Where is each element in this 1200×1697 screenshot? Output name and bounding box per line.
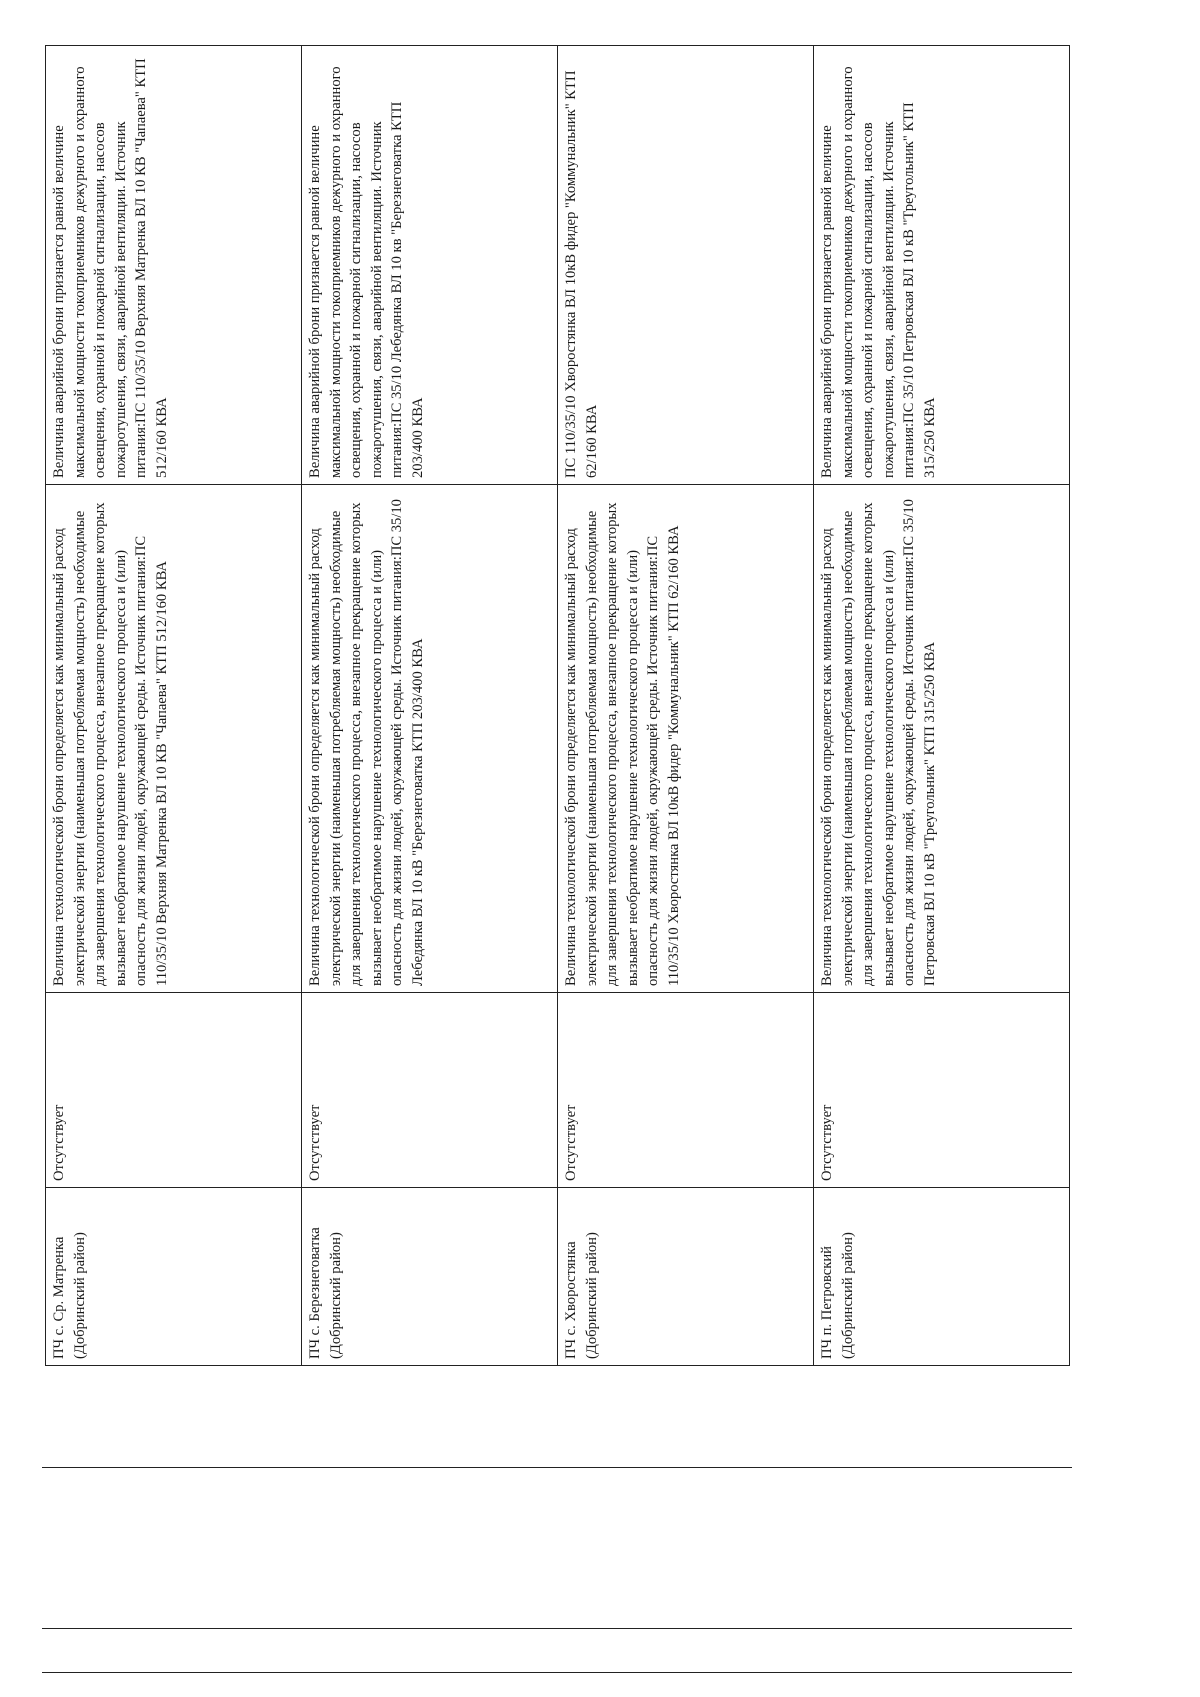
technological-reserve-cell: Величина технологической брони определяется как минимальный расход электрической энергии (наименьшая потребляемая мощность) необходимые для завершения технологического процесса, внезапное прекращение которых вызывает необратимое нарушение технологического процесса и (или) опасность для жизни людей, окружающей среды. Источник питания:ПС 110/35/10 Верхняя Матренка ВЛ 10 КВ "Чапаева" КТП 512/160 КВА	[46, 485, 302, 993]
facility-name-cell: ПЧ с. Березнеговатка (Добринский район)	[302, 1188, 558, 1366]
table-row	[302, 46, 558, 1366]
emergency-reserve-cell: Величина аварийной брони признается равной величине максимальной мощности токоприемников дежурного и охранного освещения, охранной и пожарной сигнализации, насосов пожаротушения, связи, аварийной вентиляции. Источник питания:ПС 35/10 Петровская ВЛ 10 кВ "Треугольник" КТП 315/250 КВА	[814, 46, 1070, 485]
divider-line	[42, 1467, 1072, 1468]
status-cell: Отсутствует	[302, 993, 558, 1188]
divider-line	[42, 1628, 1072, 1629]
emergency-reserve-cell: Величина аварийной брони признается равной величине максимальной мощности токоприемников дежурного и охранного освещения, охранной и пожарной сигнализации, насосов пожаротушения, связи, аварийной вентиляции. Источник питания:ПС 110/35/10 Верхняя Матренка ВЛ 10 КВ "Чапаева" КТП 512/160 КВА	[46, 46, 302, 485]
technological-reserve-cell: Величина технологической брони определяется как минимальный расход электрической энергии (наименьшая потребляемая мощность) необходимые для завершения технологического процесса, внезапное прекращение которых вызывает необратимое нарушение технологического процесса и (или) опасность для жизни людей, окружающей среды. Источник питания:ПС 35/10 Петровская ВЛ 10 кВ "Треугольник" КТП 315/250 КВА	[814, 485, 1070, 993]
power-reserve-table	[45, 45, 1070, 1366]
facility-name-cell: ПЧ с. Хворостянка (Добринский район)	[558, 1188, 814, 1366]
emergency-reserve-cell: Величина аварийной брони признается равной величине максимальной мощности токоприемников дежурного и охранного освещения, охранной и пожарной сигнализации, насосов пожаротушения, связи, аварийной вентиляции. Источник питания:ПС 35/10 Лебедянка ВЛ 10 кв "Березнеговатка КТП 203/400 КВА	[302, 46, 558, 485]
table-row	[46, 46, 302, 1366]
table-row	[814, 46, 1070, 1366]
emergency-reserve-cell: ПС 110/35/10 Хворостянка ВЛ 10кВ фидер "Коммунальник" КТП 62/160 КВА	[558, 46, 814, 485]
facility-name-cell: ПЧ п. Петровский (Добринский район)	[814, 1188, 1070, 1366]
status-cell: Отсутствует	[46, 993, 302, 1188]
status-cell: Отсутствует	[558, 993, 814, 1188]
rotated-table-container	[45, 46, 1070, 1366]
status-cell: Отсутствует	[814, 993, 1070, 1188]
divider-line	[42, 1672, 1072, 1673]
technological-reserve-cell: Величина технологической брони определяется как минимальный расход электрической энергии (наименьшая потребляемая мощность) необходимые для завершения технологического процесса, внезапное прекращение которых вызывает необратимое нарушение технологического процесса и (или) опасность для жизни людей, окружающей среды. Источник питания:ПС 110/35/10 Хворостянка ВЛ 10кВ фидер "Коммунальник" КТП 62/160 КВА	[558, 485, 814, 993]
facility-name-cell: ПЧ с. Ср. Матренка (Добринский район)	[46, 1188, 302, 1366]
table-row	[558, 46, 814, 1366]
technological-reserve-cell: Величина технологической брони определяется как минимальный расход электрической энергии (наименьшая потребляемая мощность) необходимые для завершения технологического процесса, внезапное прекращение которых вызывает необратимое нарушение технологического процесса и (или) опасность для жизни людей, окружающей среды. Источник питания:ПС 35/10 Лебедянка ВЛ 10 кВ "Березнеговатка КТП 203/400 КВА	[302, 485, 558, 993]
